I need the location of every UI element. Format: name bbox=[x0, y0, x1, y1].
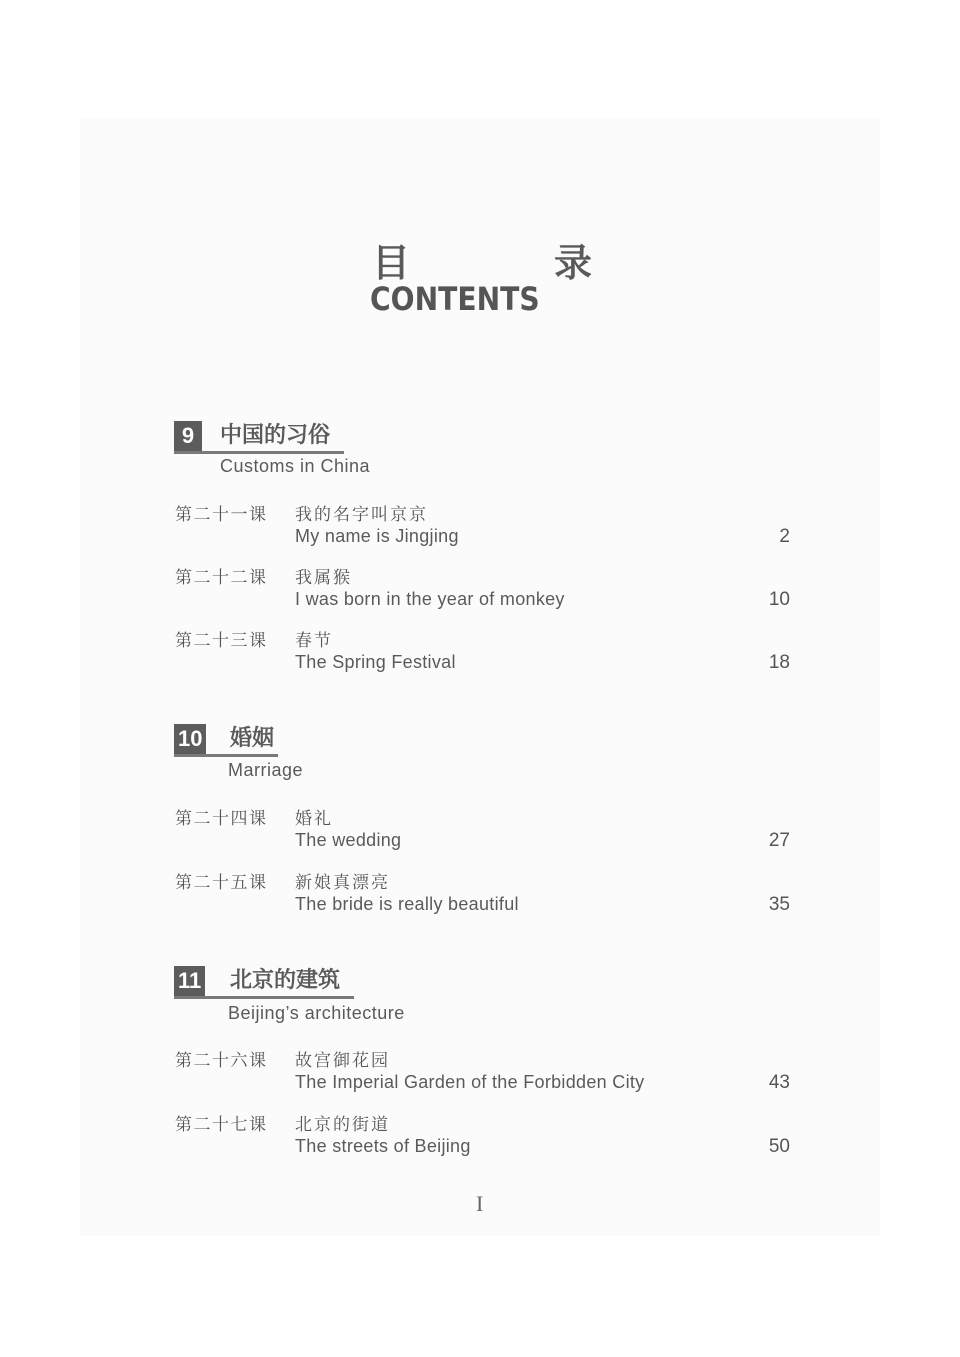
lesson-page-number[interactable]: 2 bbox=[779, 526, 790, 547]
page-folio: I bbox=[476, 1191, 484, 1216]
lesson-number: 第二十一课 bbox=[175, 505, 268, 525]
unit-number-badge: 11 bbox=[174, 966, 205, 996]
lesson-title-en[interactable]: The bride is really beautiful bbox=[295, 894, 519, 914]
lesson-title-cn[interactable]: 新娘真漂亮 bbox=[295, 873, 390, 893]
lesson-title-cn[interactable]: 我属猴 bbox=[295, 568, 352, 588]
unit-title-cn: 婚姻 bbox=[230, 726, 275, 751]
lesson-title-cn[interactable]: 故宫御花园 bbox=[295, 1051, 390, 1071]
unit-title-cn: 中国的习俗 bbox=[220, 423, 331, 448]
lesson-number: 第二十五课 bbox=[175, 873, 268, 893]
lesson-title-en[interactable]: I was born in the year of monkey bbox=[295, 589, 565, 609]
unit-title-en: Customs in China bbox=[220, 456, 371, 476]
unit-11-heading[interactable] bbox=[174, 966, 354, 1000]
lesson-title-cn[interactable]: 春节 bbox=[295, 631, 333, 651]
unit-title-cn: 北京的建筑 bbox=[230, 968, 341, 993]
lesson-page-number[interactable]: 27 bbox=[768, 830, 790, 851]
lesson-number: 第二十六课 bbox=[175, 1051, 268, 1071]
lesson-number: 第二十七课 bbox=[175, 1115, 268, 1135]
lesson-title-en[interactable]: The streets of Beijing bbox=[295, 1136, 471, 1156]
lesson-page-number[interactable]: 10 bbox=[768, 589, 790, 610]
title-char-2: 录 bbox=[553, 241, 592, 285]
unit-9-heading[interactable] bbox=[174, 421, 344, 455]
contents-title-en: CONTENTS bbox=[370, 280, 540, 318]
unit-underline bbox=[174, 996, 354, 999]
contents-title-cn bbox=[372, 232, 592, 285]
lesson-title-en[interactable]: My name is Jingjing bbox=[295, 526, 459, 546]
unit-underline bbox=[174, 754, 278, 757]
unit-underline bbox=[174, 451, 344, 454]
lesson-number: 第二十二课 bbox=[175, 568, 268, 588]
unit-10-heading[interactable] bbox=[174, 724, 278, 758]
lesson-title-en[interactable]: The wedding bbox=[295, 830, 402, 850]
unit-number-badge: 10 bbox=[174, 724, 206, 754]
lesson-page-number[interactable]: 43 bbox=[768, 1072, 790, 1093]
lesson-title-cn[interactable]: 婚礼 bbox=[295, 809, 333, 829]
lesson-page-number[interactable]: 35 bbox=[768, 894, 790, 915]
lesson-title-cn[interactable]: 北京的街道 bbox=[295, 1115, 390, 1135]
lesson-number: 第二十四课 bbox=[175, 809, 268, 829]
unit-number-badge: 9 bbox=[174, 421, 202, 451]
lesson-page-number[interactable]: 18 bbox=[768, 652, 790, 673]
title-char-1: 目 bbox=[372, 241, 411, 285]
lesson-page-number[interactable]: 50 bbox=[768, 1136, 790, 1157]
lesson-title-cn[interactable]: 我的名字叫京京 bbox=[295, 505, 428, 525]
unit-title-en: Beijing’s architecture bbox=[228, 1003, 405, 1023]
lesson-title-en[interactable]: The Spring Festival bbox=[295, 652, 456, 672]
unit-title-en: Marriage bbox=[228, 760, 304, 780]
lesson-number: 第二十三课 bbox=[175, 631, 268, 651]
lesson-title-en[interactable]: The Imperial Garden of the Forbidden City bbox=[295, 1072, 645, 1092]
